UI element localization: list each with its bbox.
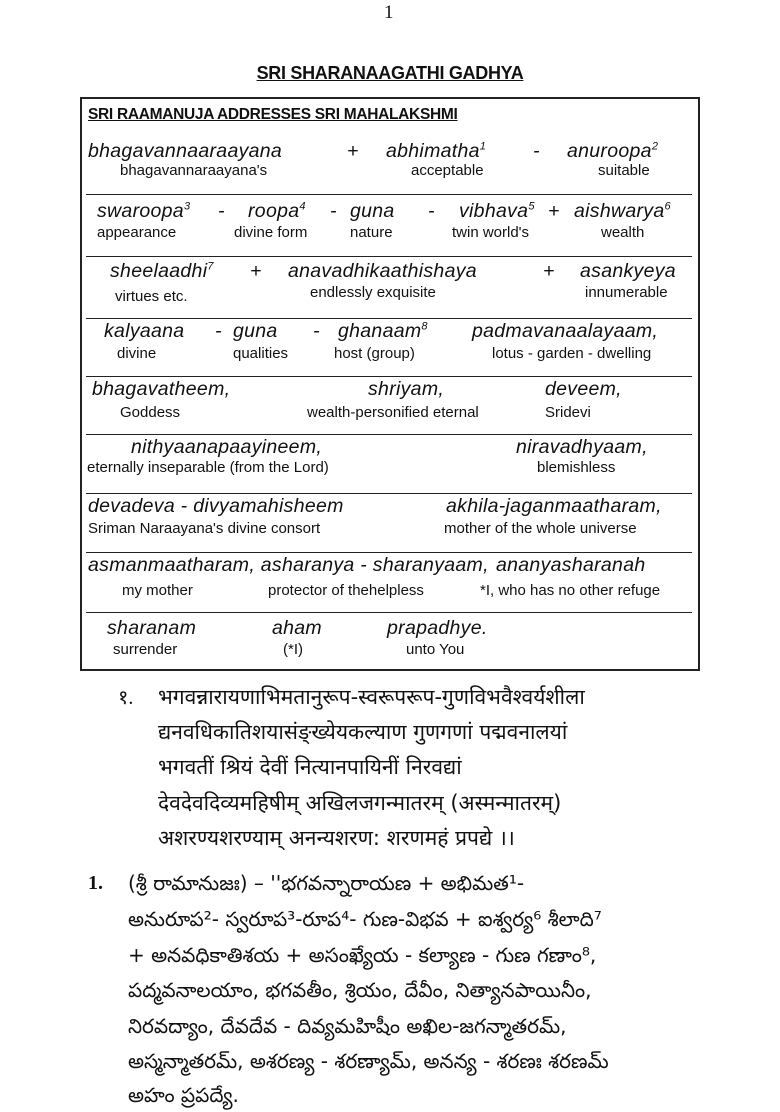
english-gloss: Sriman Naraayana's divine consort <box>88 520 321 537</box>
word-text: + <box>347 140 359 162</box>
footnote-marker: 4 <box>299 200 306 213</box>
word-text: vibhava <box>459 200 529 222</box>
transliterated-word <box>88 140 282 163</box>
operator <box>548 200 560 223</box>
word-text: - <box>330 200 337 222</box>
word-text: asankyeya <box>580 260 676 282</box>
transliterated-word <box>350 200 395 223</box>
row-divider <box>86 194 692 195</box>
transliterated-word <box>131 436 322 459</box>
footnote-marker: 2 <box>651 140 659 153</box>
word-text: - <box>533 140 540 162</box>
word-text: ananyasharanah <box>496 554 646 576</box>
word-text: akhila-jaganmaatharam, <box>446 495 662 517</box>
english-gloss: eternally inseparable (from the Lord) <box>87 459 329 476</box>
english-gloss: twin world's <box>452 224 530 241</box>
word-text: + <box>543 260 555 282</box>
telugu-line: అహం ప్రపద్యే. <box>128 1083 239 1107</box>
footnote-marker: 3 <box>183 200 191 213</box>
sanskrit-verse-number: १. <box>118 687 134 709</box>
footnote-marker: 8 <box>421 320 428 333</box>
transliterated-word <box>580 260 676 283</box>
operator <box>215 320 222 343</box>
row-divider <box>86 256 692 257</box>
word-text: shriyam, <box>368 378 445 400</box>
english-gloss: Goddess <box>120 404 181 421</box>
word-text: abhimatha <box>386 140 480 162</box>
row-divider <box>86 552 692 553</box>
transliterated-word <box>110 260 214 283</box>
english-gloss: wealth-personified eternal <box>307 404 479 421</box>
transliterated-word <box>272 617 322 640</box>
english-gloss: virtues etc. <box>115 288 188 305</box>
table-heading: SRI RAAMANUJA ADDRESSES SRI MAHALAKSHMI <box>88 106 458 123</box>
english-gloss: *I, who has no other refuge <box>480 582 661 599</box>
transliterated-word <box>545 378 622 401</box>
telugu-line: నిరవద్యాం, దేవదేవ - దివ్యమహిషీం అఖిల-జగన్మాతరమ్, <box>128 1014 567 1038</box>
transliterated-word <box>248 200 306 223</box>
telugu-line: పద్మవనాలయాం, భగవతీం, శ్రియం, దేవీం, నిత్యానపాయినీం, <box>128 978 592 1002</box>
english-gloss: unto You <box>406 641 465 658</box>
word-text: bhagavannaaraayana <box>88 140 283 162</box>
english-gloss: protector of thehelpless <box>268 582 424 599</box>
telugu-line: అస్మన్మాతరమ్, అశరణ్య - శరణ్యామ్, అనన్య - శరణః శరణమ్ <box>128 1049 609 1073</box>
transliterated-word <box>387 617 488 640</box>
word-text: roopa <box>248 200 300 222</box>
sanskrit-line: भगवन्नारायणाभिमतानुरूप-स्वरूपरूप-गुणविभवैश्वर्यशीला <box>158 685 585 709</box>
sanskrit-line: भगवतीं श्रियं देवीं नित्यानपायिनीं निरवद्यां <box>158 755 462 779</box>
transliterated-word <box>446 495 662 518</box>
operator <box>428 200 435 223</box>
english-gloss: innumerable <box>585 284 668 301</box>
transliterated-word <box>104 320 184 343</box>
sanskrit-line: अशरण्यशरण्याम् अनन्यशरण: शरणमहं प्रपद्ये ।। <box>158 826 515 850</box>
row-divider <box>86 376 692 377</box>
footnote-marker: 5 <box>528 200 535 213</box>
word-text: nithyaanapaayineem, <box>131 436 323 458</box>
transliterated-word <box>288 260 477 283</box>
transliterated-word <box>88 495 344 518</box>
operator <box>533 140 540 163</box>
operator <box>330 200 337 223</box>
page-title: SRI SHARANAAGATHI GADHYA <box>256 63 524 83</box>
transliterated-word <box>233 320 278 343</box>
operator <box>347 140 359 163</box>
sanskrit-line: देवदेवदिव्यमहिषीम् अखिलजगन्मातरम् (अस्मन्मातरम्) <box>158 791 562 815</box>
row-divider <box>86 318 692 319</box>
word-text: - <box>218 200 225 222</box>
transliterated-word <box>88 554 489 577</box>
transliterated-word <box>574 200 671 223</box>
word-text: deveem, <box>545 378 622 400</box>
row-divider <box>86 434 692 435</box>
transliterated-word <box>567 140 658 163</box>
english-gloss: wealth <box>601 224 645 241</box>
transliterated-word <box>107 617 196 640</box>
word-text: + <box>548 200 560 222</box>
word-text: swaroopa <box>97 200 184 222</box>
english-gloss: surrender <box>113 641 178 658</box>
transliterated-word <box>368 378 444 401</box>
english-gloss: mother of the whole universe <box>444 520 637 537</box>
telugu-verse-number: 1. <box>88 872 103 894</box>
transliterated-word <box>92 378 230 401</box>
english-gloss: qualities <box>233 345 289 362</box>
english-gloss: acceptable <box>411 162 484 179</box>
english-gloss: Sridevi <box>545 404 591 421</box>
english-gloss: divine <box>117 345 157 362</box>
word-text: niravadhyaam, <box>516 436 648 458</box>
word-text: sharanam <box>107 617 197 639</box>
word-text: - <box>313 320 320 342</box>
sanskrit-line: द्यनवधिकातिशयासंङ्ख्येयकल्याण गुणगणां पद्मवनालयां <box>158 720 568 744</box>
english-gloss: appearance <box>97 224 177 241</box>
footnote-marker: 1 <box>479 140 487 153</box>
english-gloss: my mother <box>122 582 193 599</box>
word-text: anavadhikaathishaya <box>288 260 477 282</box>
word-text: ghanaam <box>338 320 422 342</box>
english-gloss: host (group) <box>334 345 415 362</box>
operator <box>250 260 262 283</box>
word-text: - <box>215 320 222 342</box>
english-gloss: nature <box>350 224 393 241</box>
operator <box>218 200 225 223</box>
english-gloss: endlessly exquisite <box>310 284 436 301</box>
english-gloss: bhagavannaraayana's <box>120 162 268 179</box>
word-text: guna <box>350 200 395 222</box>
telugu-line: + అనవధికాతిశయ + అసంఖ్యేయ - కల్యాణ - గుణ గణాం⁸, <box>128 943 597 967</box>
footnote-marker: 7 <box>207 260 214 273</box>
transliterated-word <box>386 140 486 163</box>
row-divider <box>86 612 692 613</box>
english-gloss: (*I) <box>283 641 303 658</box>
word-text: kalyaana <box>104 320 185 342</box>
word-text: bhagavatheem, <box>92 378 231 400</box>
word-text: anuroopa <box>567 140 652 162</box>
word-text: guna <box>233 320 278 342</box>
transliterated-word <box>97 200 190 223</box>
transliterated-word <box>496 554 646 577</box>
english-gloss: lotus - garden - dwelling <box>492 345 652 362</box>
word-text: + <box>250 260 262 282</box>
word-text: asmanmaatharam, asharanya - sharanyaam, <box>88 554 489 576</box>
word-text: prapadhye. <box>387 617 488 639</box>
word-text: - <box>428 200 435 222</box>
english-gloss: divine form <box>234 224 308 241</box>
row-divider <box>86 493 692 494</box>
word-text: aham <box>272 617 322 639</box>
english-gloss: suitable <box>598 162 650 179</box>
operator <box>543 260 555 283</box>
footnote-marker: 6 <box>664 200 671 213</box>
word-text: devadeva - divyamahisheem <box>88 495 344 517</box>
word-text: padmavanaalayaam, <box>472 320 659 342</box>
telugu-line: (శ్రీ రామానుజః) – ''భగవన్నారాయణ + అభిమత¹- <box>128 871 525 895</box>
transliterated-word <box>338 320 428 343</box>
telugu-line: అనురూప²- స్వరూప³-రూప⁴- గుణ-విభవ + ఐశ్వర్య⁶ శీలాది⁷ <box>128 907 602 931</box>
word-text: sheelaadhi <box>110 260 208 282</box>
page-number: 1 <box>384 2 394 23</box>
english-gloss: blemishless <box>537 459 616 476</box>
transliterated-word <box>459 200 535 223</box>
transliterated-word <box>516 436 648 459</box>
operator <box>313 320 320 343</box>
transliterated-word <box>472 320 658 343</box>
word-text: aishwarya <box>574 200 665 222</box>
